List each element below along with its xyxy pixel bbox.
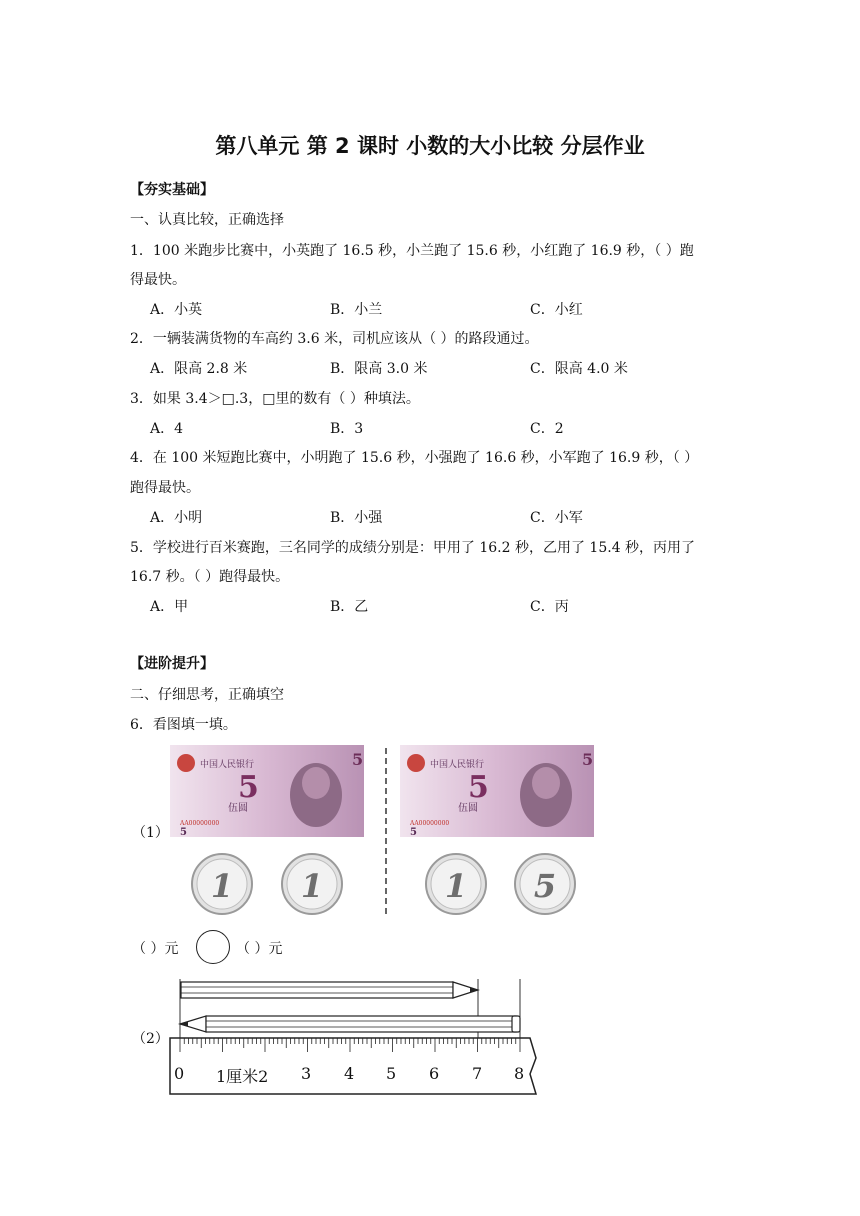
question-1-line2: 得最快。 — [130, 272, 186, 288]
coin-icon — [190, 852, 254, 916]
q1-option-b[interactable]: B．小兰 — [330, 302, 383, 318]
question-4-line2: 跑得最快。 — [130, 480, 200, 496]
q4-option-a[interactable]: A．小明 — [150, 510, 203, 526]
emblem-icon — [177, 754, 195, 772]
svg-text:5: 5 — [410, 827, 417, 837]
q2-option-a[interactable]: A．限高 2.8 米 — [150, 361, 248, 377]
corner-denomination: 5 — [582, 750, 594, 769]
q2-option-c[interactable]: C．限高 4.0 米 — [530, 361, 628, 377]
ruler-label: 5 — [386, 1064, 397, 1083]
comparison-circle[interactable] — [196, 930, 230, 964]
svg-text:5: 5 — [180, 827, 187, 837]
question-5-line2: 16.7 秒。（ ）跑得最快。 — [130, 569, 290, 585]
question-3: 3．如果 3.4＞□.3，□里的数有（ ）种填法。 — [130, 391, 420, 407]
bank-name: 中国人民银行 — [200, 760, 255, 770]
emblem-icon — [407, 754, 425, 772]
answer-blank-right[interactable]: （ ）元 — [236, 941, 283, 957]
sub-question-2-label: （2） — [132, 1031, 169, 1047]
section-header-basic: 【夯实基础】 — [130, 182, 214, 198]
denomination-chinese: 伍圆 — [458, 803, 478, 814]
question-1-line1: 1．100 米跑步比赛中，小英跑了 16.5 秒，小兰跑了 15.6 秒，小红跑了 16.9 秒，（ ）跑 — [130, 243, 694, 259]
serial-number: AA00000000 — [180, 820, 220, 827]
ruler-label: 3 — [301, 1064, 312, 1083]
q5-option-a[interactable]: A．甲 — [150, 599, 189, 615]
section-header-advanced: 【进阶提升】 — [130, 656, 214, 672]
answer-blank-left[interactable]: （ ）元 — [132, 941, 179, 957]
q2-option-b[interactable]: B．限高 3.0 米 — [330, 361, 428, 377]
page-title: 第八单元 第 2 课时 小数的大小比较 分层作业 — [215, 134, 645, 158]
serial-number: AA00000000 — [410, 820, 450, 827]
part-heading-2: 二、仔细思考，正确填空 — [130, 687, 284, 703]
q5-option-b[interactable]: B．乙 — [330, 599, 369, 615]
denomination-chinese: 伍圆 — [228, 803, 248, 814]
q4-option-c[interactable]: C．小军 — [530, 510, 583, 526]
part-heading-1: 一、认真比较，正确选择 — [130, 212, 284, 228]
question-5-line1: 5．学校进行百米赛跑，三名同学的成绩分别是：甲用了 16.2 秒，乙用了 15.4 秒，丙用了 — [130, 540, 696, 556]
bank-name: 中国人民银行 — [430, 760, 485, 770]
coin-icon — [424, 852, 488, 916]
pencil-icon — [180, 1016, 520, 1032]
q3-option-c[interactable]: C．2 — [530, 421, 564, 437]
denomination-text: 5 — [468, 770, 489, 805]
svg-text:1: 1 — [300, 867, 324, 905]
q1-option-a[interactable]: A．小英 — [150, 302, 203, 318]
ruler-label: 4 — [344, 1064, 355, 1083]
dashed-divider — [385, 748, 387, 914]
sub-question-1-label: （1） — [132, 825, 169, 841]
ruler-label: 7 — [472, 1064, 483, 1083]
pencil-icon — [181, 982, 478, 998]
q5-option-c[interactable]: C．丙 — [530, 599, 569, 615]
q3-option-a[interactable]: A．4 — [150, 421, 184, 437]
svg-text:5: 5 — [533, 867, 557, 905]
banknote-5-yuan-left — [170, 745, 364, 837]
ruler-label: 1厘米2 — [216, 1067, 269, 1086]
q3-option-b[interactable]: B．3 — [330, 421, 364, 437]
ruler-label: 6 — [429, 1064, 440, 1083]
denomination-text: 5 — [238, 770, 259, 805]
q1-option-c[interactable]: C．小红 — [530, 302, 583, 318]
coin-icon — [280, 852, 344, 916]
question-6: 6．看图填一填。 — [130, 717, 237, 733]
q4-option-b[interactable]: B．小强 — [330, 510, 383, 526]
svg-text:1: 1 — [210, 867, 234, 905]
banknote-5-yuan-right — [400, 745, 594, 837]
corner-denomination: 5 — [352, 750, 364, 769]
ruler-label: 0 — [174, 1064, 185, 1083]
question-2: 2．一辆装满货物的车高约 3.6 米，司机应该从（ ）的路段通过。 — [130, 331, 539, 347]
svg-text:1: 1 — [444, 867, 468, 905]
coin-icon — [513, 852, 577, 916]
ruler-label: 8 — [514, 1064, 525, 1083]
question-4-line1: 4．在 100 米短跑比赛中，小明跑了 15.6 秒，小强跑了 16.6 秒，小军跑了 16.9 秒，（ ） — [130, 450, 699, 466]
